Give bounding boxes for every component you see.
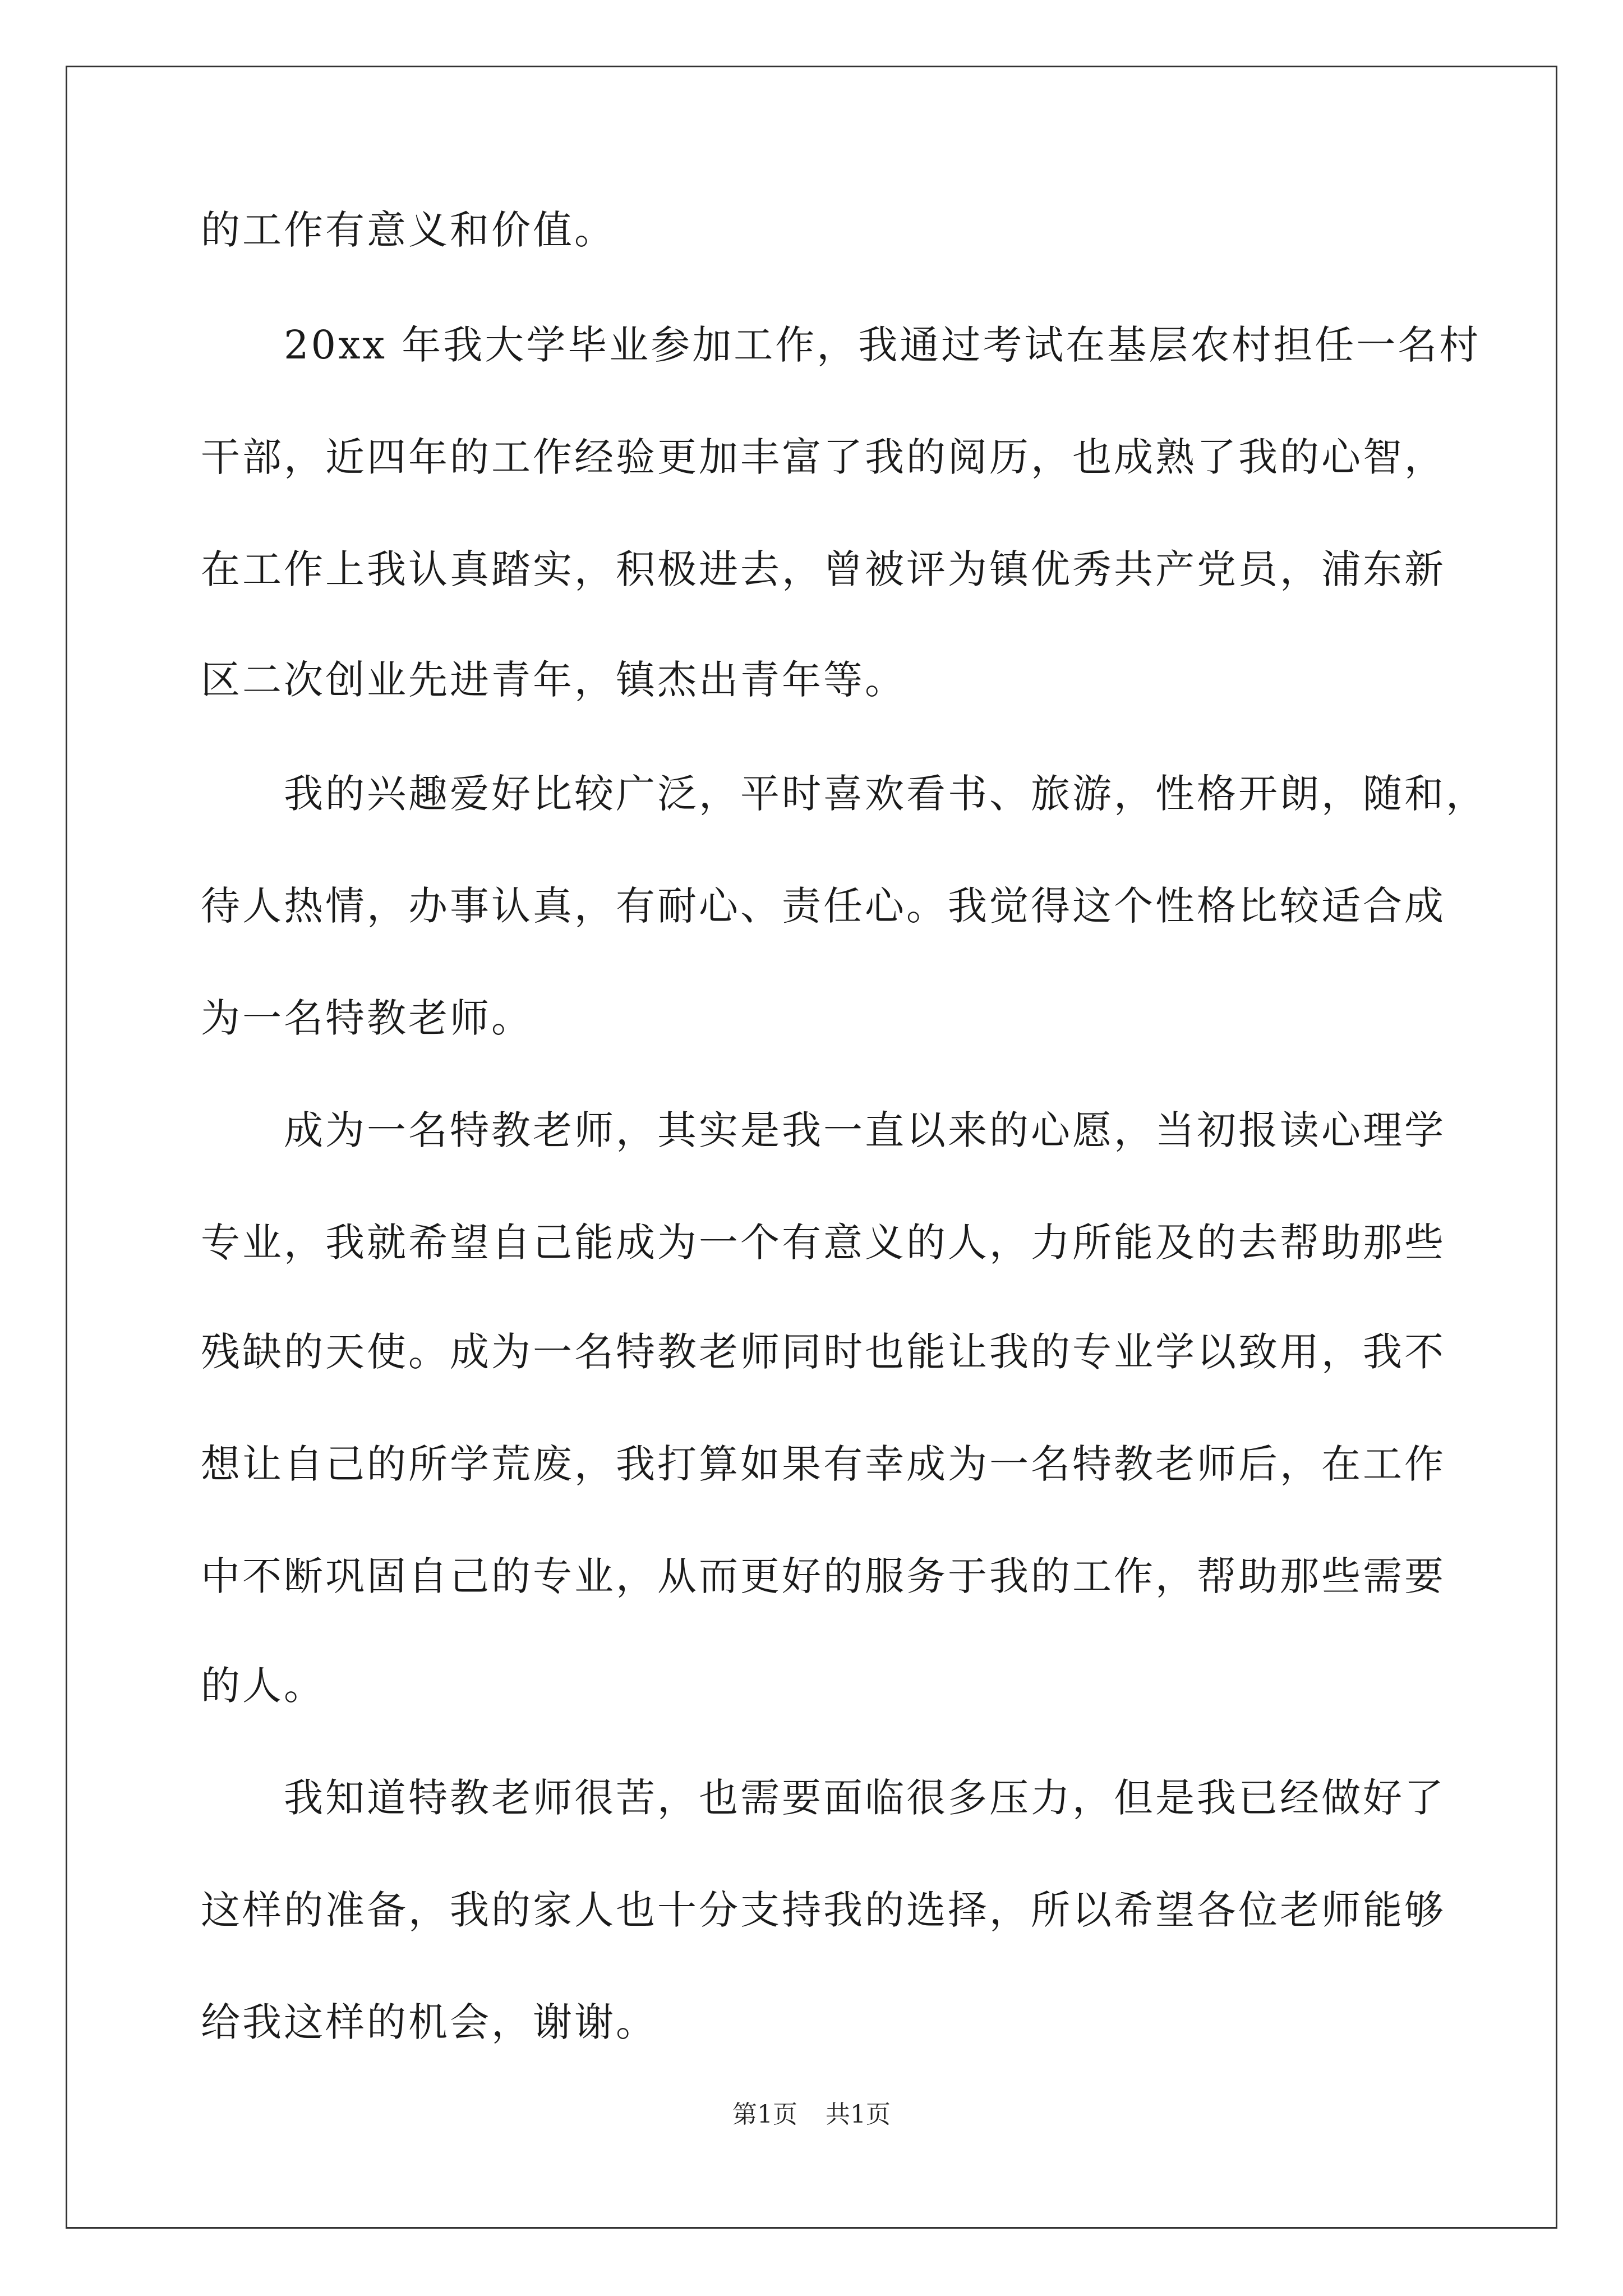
text-line: 的人。 xyxy=(201,1663,325,1709)
text-line: 这样的准备，我的家人也十分支持我的选择，所以希望各位老师能够 xyxy=(201,1887,1446,1933)
text-line: 我知道特教老师很苦，也需要面临很多压力，但是我已经做好了 xyxy=(201,1775,1446,1821)
text-line: 残缺的天使。成为一名特教老师同时也能让我的专业学以致用，我不 xyxy=(201,1329,1446,1375)
page-total: 共1页 xyxy=(826,2100,891,2129)
text-line: 想让自己的所学荒废，我打算如果有幸成为一名特教老师后，在工作 xyxy=(201,1441,1446,1487)
page-footer xyxy=(0,2098,1623,2132)
text-line: 中不断巩固自己的专业，从而更好的服务于我的工作，帮助那些需要 xyxy=(201,1553,1446,1599)
text-line: 我的兴趣爱好比较广泛，平时喜欢看书、旅游，性格开朗，随和， xyxy=(201,771,1487,817)
text-line: 干部，近四年的工作经验更加丰富了我的阅历，也成熟了我的心智， xyxy=(201,434,1446,480)
page-number: 第1页 xyxy=(732,2100,797,2129)
text-line: 待人热情，办事认真，有耐心、责任心。我觉得这个性格比较适合成 xyxy=(201,883,1446,929)
text-line: 区二次创业先进青年，镇杰出青年等。 xyxy=(201,657,906,703)
text-line: 的工作有意义和价值。 xyxy=(201,207,616,253)
text-line: 20xx 年我大学毕业参加工作，我通过考试在基层农村担任一名村 xyxy=(201,322,1481,368)
text-line: 专业，我就希望自己能成为一个有意义的人，力所能及的去帮助那些 xyxy=(201,1220,1446,1266)
text-line: 为一名特教老师。 xyxy=(201,995,533,1041)
text-line: 给我这样的机会，谢谢。 xyxy=(201,1999,657,2045)
text-line: 在工作上我认真踏实，积极进去，曾被评为镇优秀共产党员，浦东新 xyxy=(201,546,1446,592)
text-line: 成为一名特教老师，其实是我一直以来的心愿，当初报读心理学 xyxy=(201,1107,1446,1153)
